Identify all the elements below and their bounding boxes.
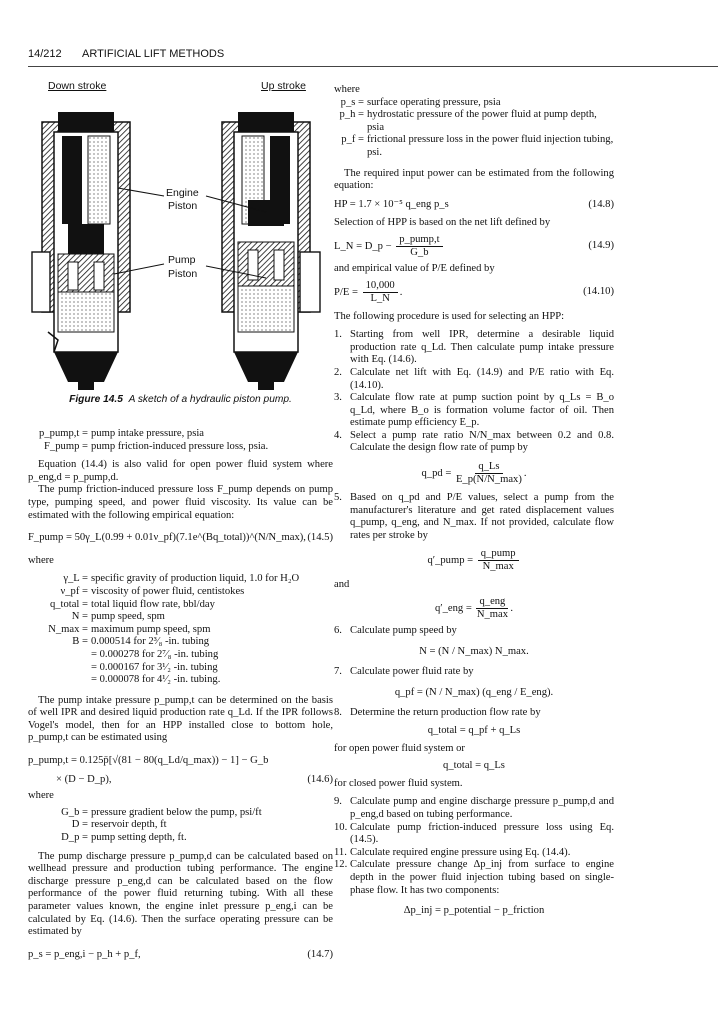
- def-term: D_p =: [61, 832, 88, 844]
- where-label: where: [28, 790, 54, 802]
- fraction-denominator: G_b: [410, 246, 429, 258]
- header-rule: [28, 66, 718, 67]
- pump-label-2: Piston: [168, 268, 198, 280]
- running-title: ARTIFICIAL LIFT METHODS: [82, 48, 225, 60]
- where-label: where: [334, 84, 360, 95]
- equation-qpf: q_pf = (N / N_max) (q_eng / E_eng).: [394, 686, 554, 698]
- equation-14-5: [28, 532, 333, 545]
- list-item: 12. Calculate pressure change Δp_inj from surface to engine depth in the power fluid injection tubing based on single-phase flow. It has two components:: [334, 859, 614, 896]
- equation-body: p_pump,t = 0.125p̄[√(81 − 80(q_Ld/q_max)) − 1] − G_b: [28, 755, 269, 767]
- equation-14-6: [28, 755, 333, 786]
- list-item: 3. Calculate flow rate at pump suction point by q_Ls = B_o q_Ld, where B_o is formation volume factor of oil. Then estimate pump efficiency E_p.: [334, 392, 614, 429]
- def-term: N =: [71, 611, 88, 623]
- def-desc: pump intake pressure, psia: [91, 428, 204, 439]
- paragraph: The pump friction-induced pressure loss F_pump depends on pump type, pumping speed, and power fluid viscosity. Its value can be estimated with the following empirical equation:: [28, 484, 333, 521]
- equation-qpd: q_pd = $\frac{q\_Ls}{E\_p(N/N\_\max)}$ .: [421, 461, 527, 486]
- equation-body: F_pump = 50γ_L(0.99 + 0.01ν_pf)(7.1e^(Bq_total))^(N/N_max),: [28, 532, 306, 544]
- equation-qeng: q′_eng = $\frac{\text{q\_eng}}{N\_\max}$ .: [434, 596, 514, 621]
- equation-number: (14.8): [588, 198, 614, 210]
- list-item: 1. Starting from well IPR, determine a desirable liquid production rate q_Ld. Then calculate pump intake pressure with Eq. (14.6).: [334, 329, 614, 366]
- equation-lhs: P/E =: [334, 286, 358, 298]
- pump-label-1: Pump: [168, 254, 196, 266]
- paragraph: Equation (14.4) is also valid for open power fluid system where p_eng,d = p_pump,d.: [28, 459, 333, 483]
- def-desc: pump speed, spm: [91, 611, 165, 623]
- list-item: 9. Calculate pump and engine discharge pressure p_pump,d and p_eng,d based on tubing performance.: [334, 796, 614, 820]
- equation-number: (14.10): [583, 285, 614, 297]
- def-desc: viscosity of power fluid, centistokes: [91, 585, 245, 597]
- where-label: where: [28, 554, 54, 566]
- def-term: D =: [71, 819, 88, 831]
- paragraph: for open power fluid system or: [334, 742, 465, 754]
- def-desc: specific gravity of production liquid, 1.0 for H₂O: [91, 573, 300, 585]
- def-desc: hydrostatic pressure of the power fluid at pump depth, psia: [367, 109, 597, 133]
- def-desc: reservoir depth, ft: [91, 819, 167, 831]
- up-stroke-pump-body: [222, 112, 320, 390]
- list-item: 6. Calculate pump speed by: [334, 625, 457, 637]
- paragraph: Selection of HPP is based on the net lift defined by: [334, 217, 551, 229]
- paragraph: and empirical value of P/E defined by: [334, 262, 495, 274]
- definition-list-1: [28, 428, 333, 453]
- equation-qpump: q′_pump = $\frac{\text{q\_pump}}{N\_\max}$: [334, 548, 614, 573]
- def-desc: total liquid flow rate, bbl/day: [91, 598, 215, 610]
- up-stroke-label: Up stroke: [261, 80, 306, 92]
- definition-list-3: [28, 807, 333, 845]
- paragraph: The pump intake pressure p_pump,t can be determined on the basis of well IPR and desired liquid production rate q_Ld. If the IPR follows Vogel's model, then for an HPP installed close to bottom hole, p_pump,t can be estimated using: [28, 694, 333, 744]
- list-item: 10. Calculate pump friction-induced pressure loss using Eq. (14.5).: [334, 821, 614, 846]
- equation-number: (14.5): [307, 532, 333, 544]
- and-label: and: [334, 579, 350, 591]
- equation-14-7: [28, 949, 333, 962]
- def-desc: pump friction-induced pressure loss, psia.: [91, 440, 269, 452]
- equation-14-9: [334, 234, 614, 259]
- list-item: 2. Calculate net lift with Eq. (14.9) and P/E ratio with Eq. (14.10).: [334, 366, 614, 391]
- right-column: [334, 84, 614, 918]
- caption-label: Figure 14.5: [69, 394, 123, 405]
- hydraulic-pump-figure: [28, 78, 333, 388]
- def-term: p_s =: [340, 96, 364, 108]
- down-stroke-pump-body: [32, 112, 130, 390]
- list-item: 5. Based on q_pd and P/E values, select a pump from the manufacturer's literature and get rated displacement values q_pump, q_eng, and N_max. If not provided, calculate flow rates per stroke by: [334, 492, 614, 541]
- def-desc: = 0.000078 for 4¹⁄₂ -in. tubing.: [91, 674, 221, 686]
- equation-14-8: [334, 199, 614, 212]
- equation-body: × (D − D_p),: [56, 773, 112, 785]
- paragraph: The required input power can be estimated from the following equation:: [334, 167, 614, 192]
- list-item: 11. Calculate required engine pressure using Eq. (14.4).: [334, 846, 571, 858]
- paragraph: for closed power fluid system.: [334, 777, 463, 789]
- equation-lhs: L_N = D_p −: [334, 240, 392, 252]
- paragraph: The pump discharge pressure p_pump,d can be calculated based on wellhead pressure and production tubing performance. The engine discharge pressure p_eng,d can be calculated based on the flow performance of the power fluid returning tubing. With all these parameter values known, the engine inlet pressure p_eng,i can be calculated by Eq. (14.6). Then the surface operating pressure can be estimated by: [28, 850, 333, 938]
- def-term: p_f =: [341, 134, 364, 146]
- equation-speed: N = (N / N_max) N_max.: [419, 645, 529, 657]
- equation-body: p_s = p_eng,i − p_h + p_f,: [28, 948, 141, 960]
- equation-number: (14.6): [307, 773, 333, 785]
- list-item: 7. Calculate power fluid rate by: [334, 666, 474, 678]
- def-desc: = 0.000278 for 2⁷⁄₈ -in. tubing: [91, 648, 219, 660]
- fraction-denominator: L_N: [370, 292, 390, 304]
- def-term: γ_L =: [63, 573, 88, 585]
- procedure-list: [334, 329, 614, 918]
- down-stroke-label: Down stroke: [48, 80, 107, 92]
- def-term: p_pump,t =: [39, 428, 88, 439]
- def-desc: pump setting depth, ft.: [91, 832, 187, 844]
- def-desc: pressure gradient below the pump, psi/ft: [91, 806, 262, 818]
- page-number: 14/212: [28, 48, 62, 60]
- equation-number: (14.7): [307, 948, 333, 960]
- def-term: B =: [72, 636, 88, 648]
- equation-14-10: P/E = $\frac{10,000}{L\_N}$ . (14.10): [334, 279, 614, 304]
- def-desc: surface operating pressure, psia: [367, 96, 501, 108]
- definition-list-4: [334, 97, 614, 160]
- equation-qtotal-open: q_total = q_pf + q_Ls: [427, 725, 521, 736]
- def-term: ν_pf =: [60, 585, 88, 597]
- def-term: p_h =: [339, 109, 364, 121]
- list-item: 8. Determine the return production flow rate by: [334, 707, 541, 719]
- def-term: F_pump =: [44, 440, 88, 452]
- fraction-numerator: p_pump,t: [396, 234, 442, 247]
- fraction-numerator: 10,000: [363, 280, 398, 293]
- def-desc: frictional pressure loss in the power fluid injection tubing, psi.: [367, 134, 614, 158]
- figure-caption: [28, 394, 333, 407]
- paragraph: The following procedure is used for selecting an HPP:: [334, 310, 565, 322]
- def-term: G_b =: [61, 806, 88, 818]
- caption-text: A sketch of a hydraulic piston pump.: [128, 394, 292, 405]
- equation-qtotal-closed: q_total = q_Ls: [443, 760, 505, 772]
- def-desc: 0.000514 for 2³⁄₈ -in. tubing: [91, 636, 210, 648]
- def-term: N_max =: [48, 623, 88, 635]
- def-desc: maximum pump speed, spm: [91, 623, 211, 635]
- equation-number: (14.9): [588, 240, 614, 252]
- engine-label-1: Engine: [166, 187, 199, 199]
- engine-label-2: Piston: [168, 200, 198, 212]
- def-desc: = 0.000167 for 3¹⁄₂ -in. tubing: [91, 661, 218, 673]
- list-item: 4. Select a pump rate ratio N/N_max between 0.2 and 0.8. Calculate the design flow rate of pump by: [334, 429, 614, 454]
- equation-dpinj: Δp_inj = p_potential − p_friction: [403, 905, 545, 917]
- equation-body: HP = 1.7 × 10⁻⁵ q_eng p_s: [334, 198, 449, 210]
- pump-sketch: [28, 92, 333, 392]
- def-term: q_total =: [49, 598, 88, 610]
- left-column: [28, 428, 333, 961]
- definition-list-2: [28, 573, 333, 686]
